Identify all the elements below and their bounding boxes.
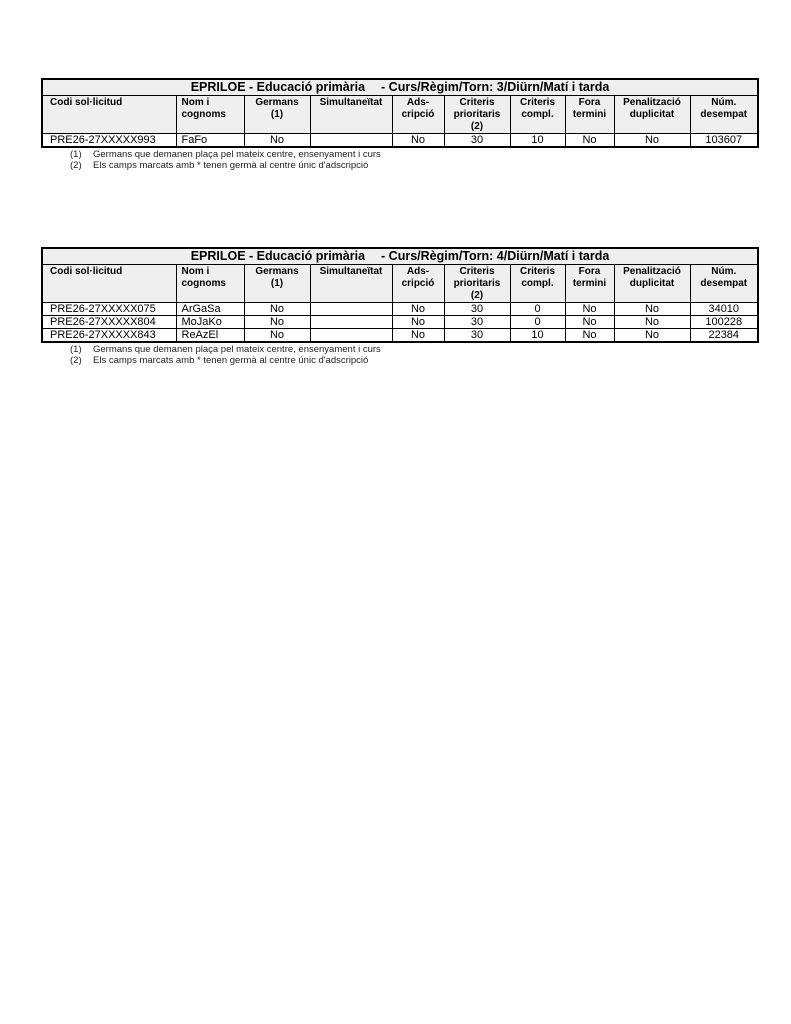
cell-criteris-compl: 0 <box>510 316 565 329</box>
cell-fora-termini: No <box>565 134 614 148</box>
cell-penalitzacio: No <box>614 316 690 329</box>
cell-germans: No <box>244 303 310 316</box>
header-simultaneitat: Simultaneïtat <box>310 265 392 303</box>
header-criteris-compl: Criteris compl. <box>510 96 565 134</box>
table-row <box>42 316 758 329</box>
footnote-1: (1) Germans que demanen plaça pel mateix centre, ensenyament i curs <box>70 149 381 160</box>
cell-germans: No <box>244 134 310 148</box>
header-adscripcio: Ads- cripció <box>392 265 444 303</box>
header-num-desempat: Núm. desempat <box>690 265 758 303</box>
header-row <box>42 96 758 134</box>
cell-criteris-compl: 0 <box>510 303 565 316</box>
cell-adscripcio: No <box>392 303 444 316</box>
cell-criteris-compl: 10 <box>510 134 565 148</box>
header-fora-termini: Fora termini <box>565 265 614 303</box>
footnotes <box>41 149 757 171</box>
cell-fora-termini: No <box>565 303 614 316</box>
cell-adscripcio: No <box>392 329 444 343</box>
table-title <box>42 248 758 265</box>
admission-list-block-1 <box>41 78 757 171</box>
cell-germans: No <box>244 329 310 343</box>
cell-simultaneitat <box>310 134 392 148</box>
header-nom: Nom i cognoms <box>176 265 244 303</box>
header-criteris-prioritaris: Criteris prioritaris (2) <box>444 96 510 134</box>
header-criteris-prioritaris: Criteris prioritaris (2) <box>444 265 510 303</box>
table-title <box>42 79 758 96</box>
header-fora-termini: Fora termini <box>565 96 614 134</box>
header-germans: Germans (1) <box>244 96 310 134</box>
table-title-course: - Curs/Règim/Torn: 4/Diürn/Matí i tarda <box>381 249 610 263</box>
cell-penalitzacio: No <box>614 329 690 343</box>
header-germans: Germans (1) <box>244 265 310 303</box>
cell-simultaneitat <box>310 303 392 316</box>
cell-codi: PRE26-27XXXXX843 <box>42 329 176 343</box>
footnotes <box>41 344 757 366</box>
cell-num-desempat: 103607 <box>690 134 758 148</box>
table-title-main: EPRILOE - Educació primària <box>190 249 366 263</box>
header-num-desempat: Núm. desempat <box>690 96 758 134</box>
cell-criteris-prioritaris: 30 <box>444 303 510 316</box>
table-row <box>42 134 758 148</box>
cell-penalitzacio: No <box>614 303 690 316</box>
cell-criteris-prioritaris: 30 <box>444 134 510 148</box>
admission-table-2 <box>41 247 759 343</box>
admission-table-1 <box>41 78 759 148</box>
header-row <box>42 265 758 303</box>
cell-codi: PRE26-27XXXXX804 <box>42 316 176 329</box>
header-codi: Codi sol·licitud <box>42 265 176 303</box>
cell-criteris-prioritaris: 30 <box>444 316 510 329</box>
cell-simultaneitat <box>310 329 392 343</box>
cell-num-desempat: 34010 <box>690 303 758 316</box>
cell-codi: PRE26-27XXXXX993 <box>42 134 176 148</box>
cell-adscripcio: No <box>392 134 444 148</box>
table-title-course: - Curs/Règim/Torn: 3/Diürn/Matí i tarda <box>381 80 610 94</box>
table-row <box>42 303 758 316</box>
admission-list-block-2 <box>41 247 757 366</box>
cell-penalitzacio: No <box>614 134 690 148</box>
cell-simultaneitat <box>310 316 392 329</box>
cell-nom: ArGaSa <box>176 303 244 316</box>
header-adscripcio: Ads- cripció <box>392 96 444 134</box>
table-row <box>42 329 758 343</box>
header-nom: Nom i cognoms <box>176 96 244 134</box>
cell-fora-termini: No <box>565 329 614 343</box>
cell-num-desempat: 22384 <box>690 329 758 343</box>
cell-codi: PRE26-27XXXXX075 <box>42 303 176 316</box>
cell-nom: MoJaKo <box>176 316 244 329</box>
cell-criteris-prioritaris: 30 <box>444 329 510 343</box>
footnote-2: (2) Els camps marcats amb * tenen germà al centre únic d'adscripció <box>70 160 369 171</box>
header-codi: Codi sol·licitud <box>42 96 176 134</box>
cell-criteris-compl: 10 <box>510 329 565 343</box>
footnote-1: (1) Germans que demanen plaça pel mateix centre, ensenyament i curs <box>70 344 381 355</box>
footnote-2: (2) Els camps marcats amb * tenen germà al centre únic d'adscripció <box>70 355 369 366</box>
cell-fora-termini: No <box>565 316 614 329</box>
header-penalitzacio: Penalització duplicitat <box>614 265 690 303</box>
cell-nom: FaFo <box>176 134 244 148</box>
cell-adscripcio: No <box>392 316 444 329</box>
header-penalitzacio: Penalització duplicitat <box>614 96 690 134</box>
header-criteris-compl: Criteris compl. <box>510 265 565 303</box>
cell-nom: ReAzEl <box>176 329 244 343</box>
header-simultaneitat: Simultaneïtat <box>310 96 392 134</box>
cell-germans: No <box>244 316 310 329</box>
table-title-main: EPRILOE - Educació primària <box>190 80 366 94</box>
cell-num-desempat: 100228 <box>690 316 758 329</box>
